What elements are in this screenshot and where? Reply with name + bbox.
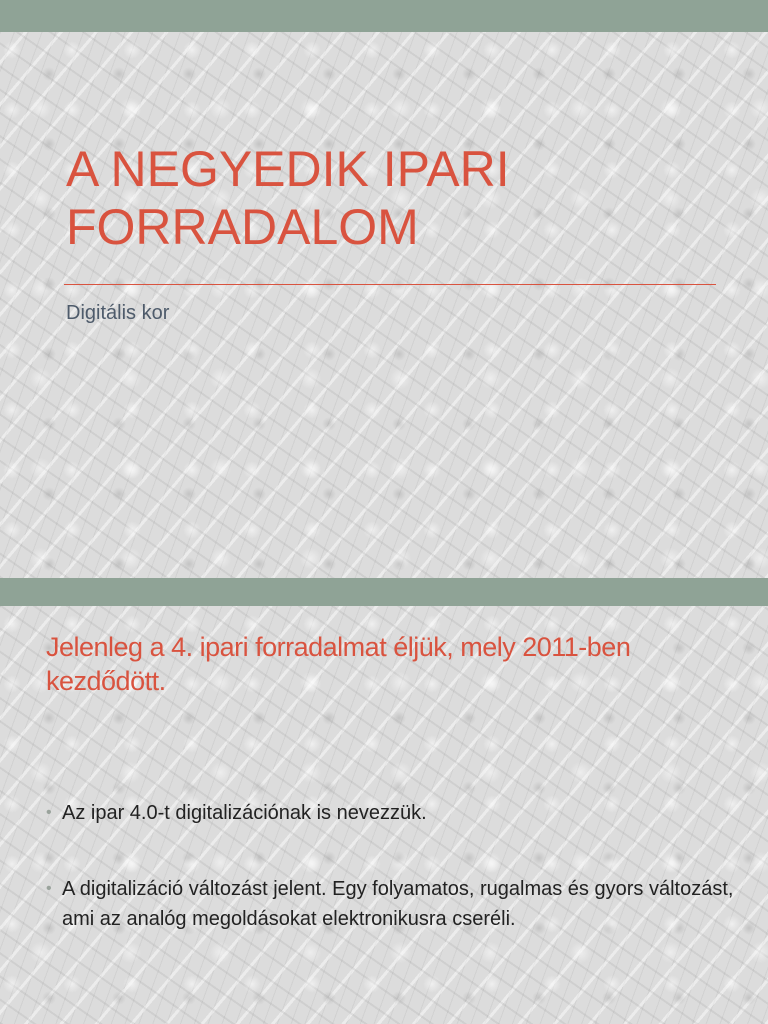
middle-band — [0, 578, 768, 606]
bullet-icon: • — [46, 880, 52, 897]
slide-title: A NEGYEDIK IPARI FORRADALOM — [66, 141, 510, 255]
bullet-item — [46, 798, 736, 828]
bullet-text: A digitalizáció változást jelent. Egy folyamatos, rugalmas és gyors változást, ami az analóg megoldásokat elektronikusra cseréli. — [62, 878, 734, 930]
slide-subtitle: Digitális kor — [66, 302, 170, 324]
bullet-text: Az ipar 4.0-t digitalizációnak is nevezzük. — [62, 802, 427, 824]
bullet-icon: • — [46, 804, 52, 821]
bullet-list — [46, 798, 736, 980]
slide-heading: Jelenleg a 4. ipari forradalmat éljük, mely 2011-ben kezdődött. — [46, 632, 631, 696]
bullet-item — [46, 874, 736, 934]
top-band — [0, 0, 768, 32]
title-divider — [64, 284, 716, 285]
